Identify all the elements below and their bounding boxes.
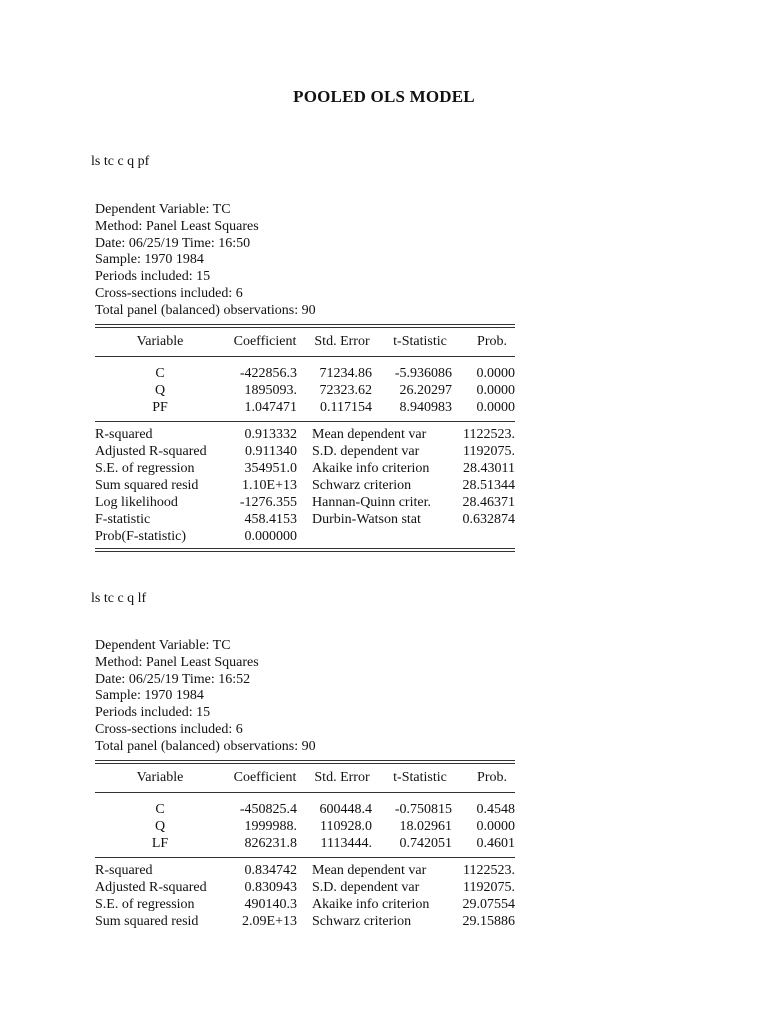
t-stat-value: -5.936086 xyxy=(394,365,452,381)
t-stat-value: 26.20297 xyxy=(399,382,452,398)
double-rule xyxy=(95,548,515,552)
prob-value: 0.4548 xyxy=(476,801,515,817)
column-header: t-Statistic xyxy=(393,333,447,349)
stat-value: 490140.3 xyxy=(244,896,297,912)
double-rule xyxy=(95,760,515,764)
prob-value: 0.0000 xyxy=(476,382,515,398)
stat-value: 354951.0 xyxy=(244,460,297,476)
header-line: Dependent Variable: TC xyxy=(95,638,231,653)
t-stat-value: -0.750815 xyxy=(394,801,452,817)
regression-header xyxy=(95,202,515,320)
variable-name: Q xyxy=(154,818,166,834)
column-header: Variable xyxy=(136,769,184,785)
stat-value: 0.913332 xyxy=(244,426,297,442)
stat-value: 0.632874 xyxy=(462,511,515,527)
stat-label: Mean dependent var xyxy=(312,862,427,878)
double-rule xyxy=(95,324,515,328)
header-line: Total panel (balanced) observations: 90 xyxy=(95,302,316,318)
coefficient-value: -422856.3 xyxy=(239,365,297,381)
column-header: Std. Error xyxy=(314,333,370,349)
header-line: Periods included: 15 xyxy=(95,705,211,721)
variable-name: Q xyxy=(154,382,166,398)
header-line: Method: Panel Least Squares xyxy=(95,218,259,234)
stat-label: F-statistic xyxy=(95,511,151,527)
table-row xyxy=(95,511,515,528)
stat-value: 1122523. xyxy=(463,426,515,442)
column-header: t-Statistic xyxy=(393,769,447,785)
column-header: Prob. xyxy=(477,333,507,349)
header-line: Cross-sections included: 6 xyxy=(95,721,243,737)
header-line: Cross-sections included: 6 xyxy=(95,285,243,301)
single-rule xyxy=(95,421,515,422)
stat-value: 1.10E+13 xyxy=(242,477,297,493)
variable-name: C xyxy=(155,801,165,817)
stat-value: 0.834742 xyxy=(244,862,297,878)
stat-label: Hannan-Quinn criter. xyxy=(312,494,431,510)
std-error-value: 110928.0 xyxy=(320,818,372,834)
command-line: ls tc c q pf xyxy=(91,154,150,169)
stat-value: 1192075. xyxy=(463,443,515,459)
table-row xyxy=(95,426,515,443)
header-line: Date: 06/25/19 Time: 16:50 xyxy=(95,235,251,251)
table-row xyxy=(95,862,515,879)
table-row xyxy=(95,365,515,382)
single-rule xyxy=(95,356,515,357)
variable-name: C xyxy=(155,365,165,381)
stat-value: 0.000000 xyxy=(244,528,297,544)
stat-value: 2.09E+13 xyxy=(242,913,297,929)
stat-label: Durbin-Watson stat xyxy=(312,511,421,527)
table-row xyxy=(95,494,515,511)
header-line: Sample: 1970 1984 xyxy=(95,252,204,268)
coefficient-value: 1895093. xyxy=(244,382,297,398)
table-row xyxy=(95,896,515,913)
stat-label: S.E. of regression xyxy=(95,460,195,476)
column-header: Coefficient xyxy=(233,769,297,785)
table-row xyxy=(95,382,515,399)
column-header: Variable xyxy=(136,333,184,349)
prob-value: 0.4601 xyxy=(476,835,515,851)
stat-value: -1276.355 xyxy=(239,494,297,510)
table-row xyxy=(95,818,515,835)
header-line: Dependent Variable: TC xyxy=(95,202,231,217)
stat-value: 29.07554 xyxy=(462,896,515,912)
stat-label: Sum squared resid xyxy=(95,913,199,929)
regression-output xyxy=(95,202,515,552)
stat-label: Log likelihood xyxy=(95,494,178,510)
stat-label: Prob(F-statistic) xyxy=(95,528,186,544)
statistics-table xyxy=(95,862,515,930)
prob-value: 0.0000 xyxy=(476,399,515,415)
std-error-value: 71234.86 xyxy=(319,365,372,381)
table-row xyxy=(95,913,515,930)
stat-value: 1122523. xyxy=(463,862,515,878)
stat-label: Akaike info criterion xyxy=(312,896,430,912)
t-stat-value: 0.742051 xyxy=(399,835,452,851)
single-rule xyxy=(95,857,515,858)
stat-label: S.D. dependent var xyxy=(312,879,420,895)
table-row xyxy=(95,477,515,494)
column-header: Std. Error xyxy=(314,769,370,785)
stat-value: 29.15886 xyxy=(462,913,515,929)
table-row xyxy=(95,879,515,896)
statistics-table xyxy=(95,426,515,545)
stat-value: 28.46371 xyxy=(462,494,515,510)
variable-name: PF xyxy=(152,399,168,415)
table-row xyxy=(95,460,515,477)
variable-name: LF xyxy=(151,835,169,851)
header-line: Date: 06/25/19 Time: 16:52 xyxy=(95,671,251,687)
table-row xyxy=(95,835,515,852)
table-row xyxy=(95,399,515,416)
table-row xyxy=(95,443,515,460)
std-error-value: 72323.62 xyxy=(319,382,372,398)
stat-label: R-squared xyxy=(95,862,153,878)
stat-label: Mean dependent var xyxy=(312,426,427,442)
stat-label: R-squared xyxy=(95,426,153,442)
stat-value: 1192075. xyxy=(463,879,515,895)
column-header: Prob. xyxy=(477,769,507,785)
header-line: Periods included: 15 xyxy=(95,269,211,285)
header-line: Total panel (balanced) observations: 90 xyxy=(95,738,316,754)
coefficient-table xyxy=(95,365,515,416)
stat-label: Schwarz criterion xyxy=(312,913,412,929)
coefficient-table xyxy=(95,801,515,852)
coefficient-value: 826231.8 xyxy=(244,835,297,851)
page-title: POOLED OLS MODEL xyxy=(293,87,475,106)
coefficient-value: -450825.4 xyxy=(239,801,297,817)
t-stat-value: 18.02961 xyxy=(399,818,452,834)
stat-value: 28.43011 xyxy=(463,460,515,476)
regression-header xyxy=(95,638,515,756)
std-error-value: 600448.4 xyxy=(319,801,372,817)
header-line: Sample: 1970 1984 xyxy=(95,688,204,704)
stat-label: Akaike info criterion xyxy=(312,460,430,476)
single-rule xyxy=(95,792,515,793)
stat-label: Adjusted R-squared xyxy=(95,879,207,895)
command-line: ls tc c q lf xyxy=(91,591,147,606)
stat-value: 28.51344 xyxy=(462,477,515,493)
stat-label: Schwarz criterion xyxy=(312,477,412,493)
prob-value: 0.0000 xyxy=(476,365,515,381)
column-header: Coefficient xyxy=(233,333,297,349)
stat-label: Sum squared resid xyxy=(95,477,199,493)
stat-label: S.D. dependent var xyxy=(312,443,420,459)
column-header-row xyxy=(95,333,515,350)
regression-output xyxy=(95,638,515,930)
column-header-row xyxy=(95,769,515,786)
std-error-value: 0.117154 xyxy=(320,399,372,415)
stat-label: Adjusted R-squared xyxy=(95,443,207,459)
std-error-value: 1113444. xyxy=(320,835,372,851)
coefficient-value: 1999988. xyxy=(244,818,297,834)
coefficient-value: 1.047471 xyxy=(244,399,297,415)
stat-value: 0.911340 xyxy=(245,443,297,459)
header-line: Method: Panel Least Squares xyxy=(95,654,259,670)
table-row xyxy=(95,801,515,818)
stat-value: 458.4153 xyxy=(244,511,297,527)
t-stat-value: 8.940983 xyxy=(399,399,452,415)
prob-value: 0.0000 xyxy=(476,818,515,834)
stat-value: 0.830943 xyxy=(244,879,297,895)
table-row xyxy=(95,528,515,545)
stat-label: S.E. of regression xyxy=(95,896,195,912)
